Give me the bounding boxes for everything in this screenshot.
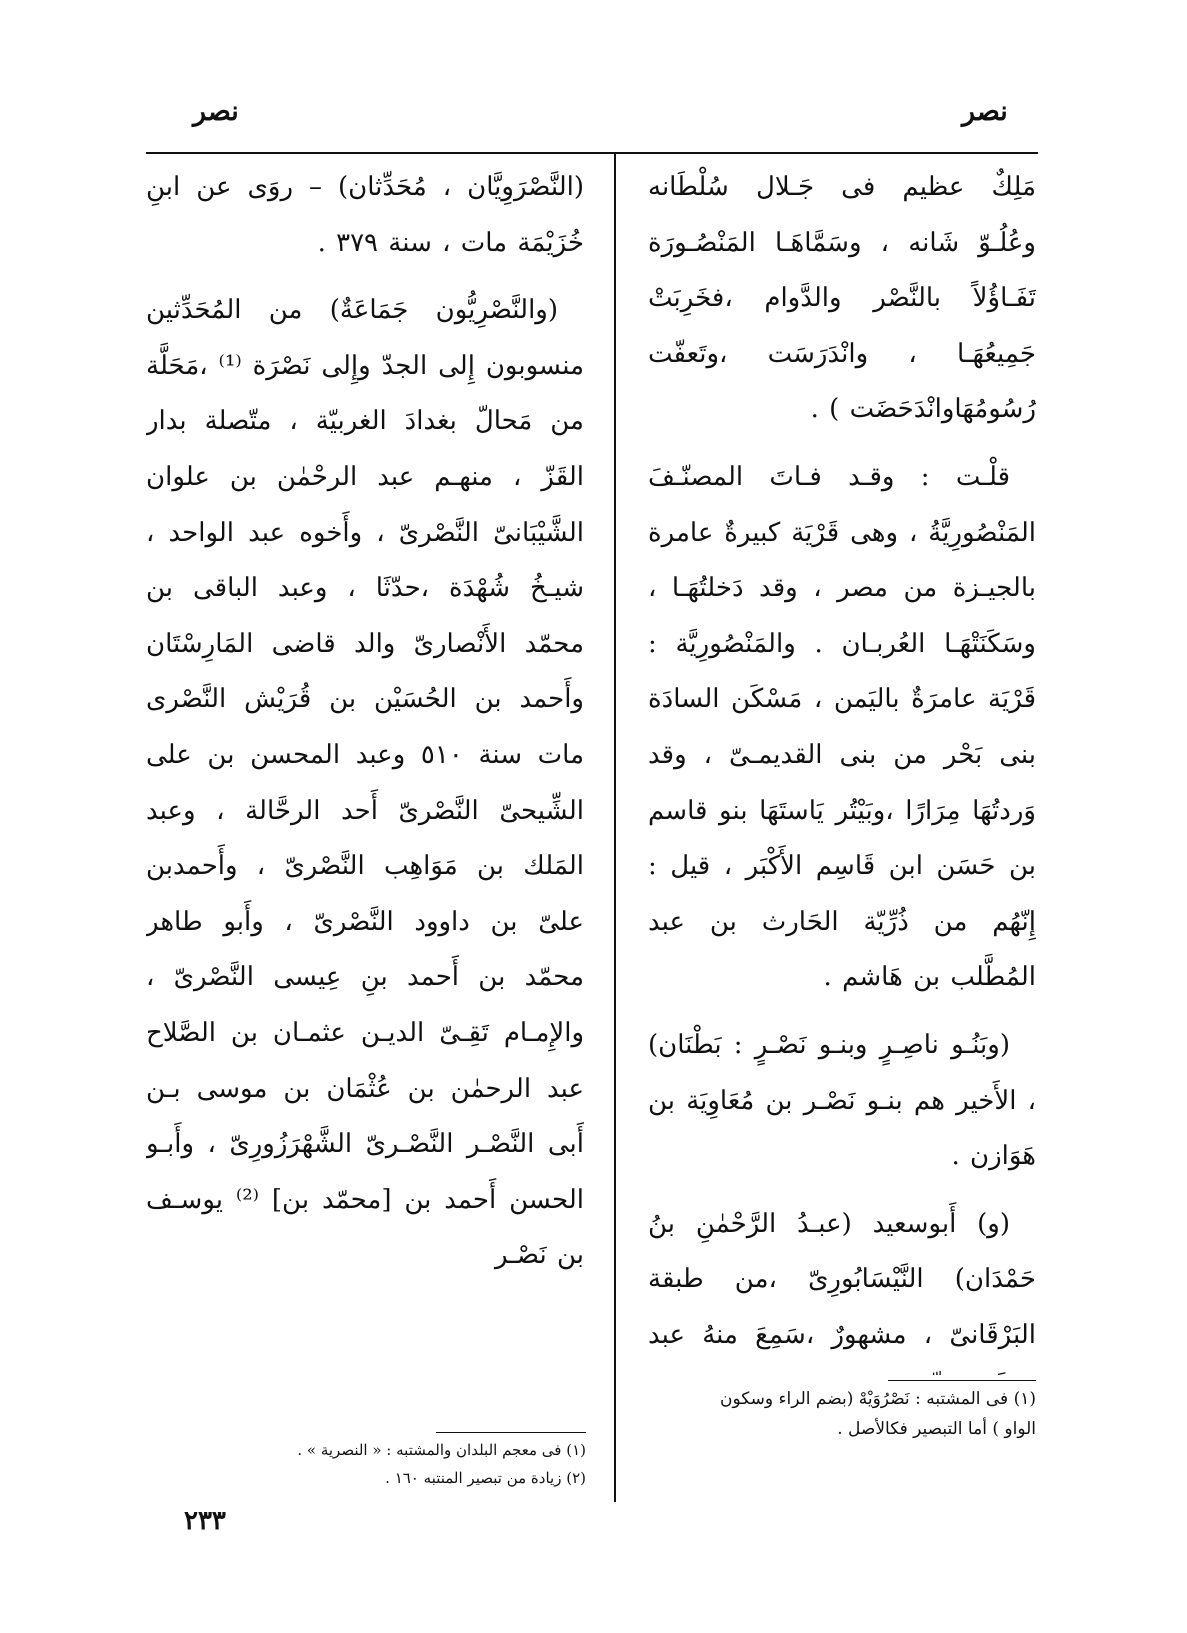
left-footnote-rule: [436, 1432, 586, 1433]
right-footnotes: [648, 1384, 1036, 1456]
running-head-left: نصر: [193, 96, 239, 127]
left-paragraph-2: (والنَّصْرِيُّون جَمَاعَةٌ) من المُحَدِّثين منسوبون إِلى الجدّ وإِلى نَصْرَة ⁽¹⁾ ،مَحَلَّة من مَحالّ بغدادَ الغربيّة ، متّصلة بدار القَزّ ، منهـم عبد الرحْمٰن بن علوان الشَّيْبَانىّ النَّصْرىّ ، وأَخوه عبد الواحد ، شيـخُ شُهْدَة ،حدّثَا ، وعبد الباقى بن محمّد الأَنْصارىّ والد قاضى المَارِسْتَان وأَحمد بن الحُسَيْن بن قُرَيْش النَّصْرى مات سنة ٥١٠ وعبد المحسن بن على الشِّيحىّ النَّصْرىّ أَحد الرحَّالة ، وعبد المَلك بن مَوَاهِب النَّصْرىّ ، وأَحمدبن علىّ بن داوود النَّصْرىّ ، وأَبو طاهر محمّد بن أَحمد بنِ عِيسى النَّصْرىّ ، والإِمـام تَقِـىّ الديـن عثمـان بن الصَّلاح عبد الرحمٰن بن عُثْمَان بن موسى بـن أَبى النَّصْـر النَّصْـرىّ الشَّهْرَزُورِىّ ، وأَبـو الحسن أَحمد بن [محمّد بن] ⁽²⁾ يوسـف بن نَصْـر: [146, 295, 584, 1271]
running-head-right: نصر: [962, 96, 1008, 127]
left-column: [146, 160, 584, 1435]
header-rule: [146, 152, 1038, 154]
right-footnote-rule: [888, 1380, 1036, 1381]
column-divider: [614, 152, 616, 1502]
right-paragraph-3: (وبَنُـو ناصِـرٍ وبنـو نَصْـرٍ : بَطْنَان) ، الأَخير هم بنـو نَصْـر بن مُعَاوِيَة بن هَوَازن .: [648, 1029, 1036, 1172]
right-column: [648, 160, 1036, 1375]
left-footnotes: [146, 1436, 586, 1500]
left-paragraph-1: (النَّصْرَوِيَّان ، مُحَدِّثان) – روَى عن ابنِ خُزَيْمَة مات ، سنة ٣٧٩ .: [146, 172, 584, 258]
right-footnote-1: (١) فى المشتبه : نَصْرُوَيْهْ (بضم الراء وسكون: [720, 1389, 1036, 1409]
left-footnote-2: (٢) زيادة من تبصير المنتبه ١٦٠ .: [385, 1469, 586, 1487]
right-paragraph-1: مَلِكٌ عظيم فى جَـلال سُلْطَانه وعُلُـوّ شَانه ، وسَمَّاهَـا المَنْصُـورَة تَفَـاؤُلاً بالنَّصْر والدَّوام ،فخَرِبَتْ جَمِيعُهَـا ، وانْدَرَسَت ،وتَعفّت رُسُومُهَاوانْدَحَضَت ) .: [648, 172, 1036, 425]
right-footnote-1-cont: الواو ) أما التبصير فكالأصل .: [837, 1419, 1036, 1439]
right-paragraph-2: قلْـت : وقـد فـاتَ المصنّـفَ المَنْصُورِيَّةُ ، وهى قَرْيَة كبيرةٌ عامرة بالجيـزة من مصر ، وقد دَخلتُهَـا ، وسَكَنَتْهَـا العُربـان . والمَنْصُورِيَّة : قَرْيَة عامرَةٌ باليَمن ، مَسْكَن السادَة بنى بَحْر من بنى القديمـىّ ، وقد وَردتُهَا مِرَارًا ،وبَيْتُر يَاستَهَا بنو قاسم بن حَسَن ابن قَاسِم الأَكْبَر ، قيل : إِنّهُم من ذُرِّيّة الحَارث بن عبد المُطَّلب بن هَاشم .: [648, 461, 1036, 993]
page-number: ٢٣٣: [184, 1506, 226, 1536]
left-footnote-1: (١) فى معجم البلدان والمشتبه : « النصرية » .: [297, 1441, 586, 1459]
right-paragraph-4: (و) أَبوسعيد (عبـدُ الرَّحْمٰنِ بنُ حَمْدَان) النَّيْسَابُورِىّ ،من طبقة البَرْقَانىّ ، مشهورٌ ،سَمِعَ منهُ عبد: [648, 1208, 1036, 1350]
